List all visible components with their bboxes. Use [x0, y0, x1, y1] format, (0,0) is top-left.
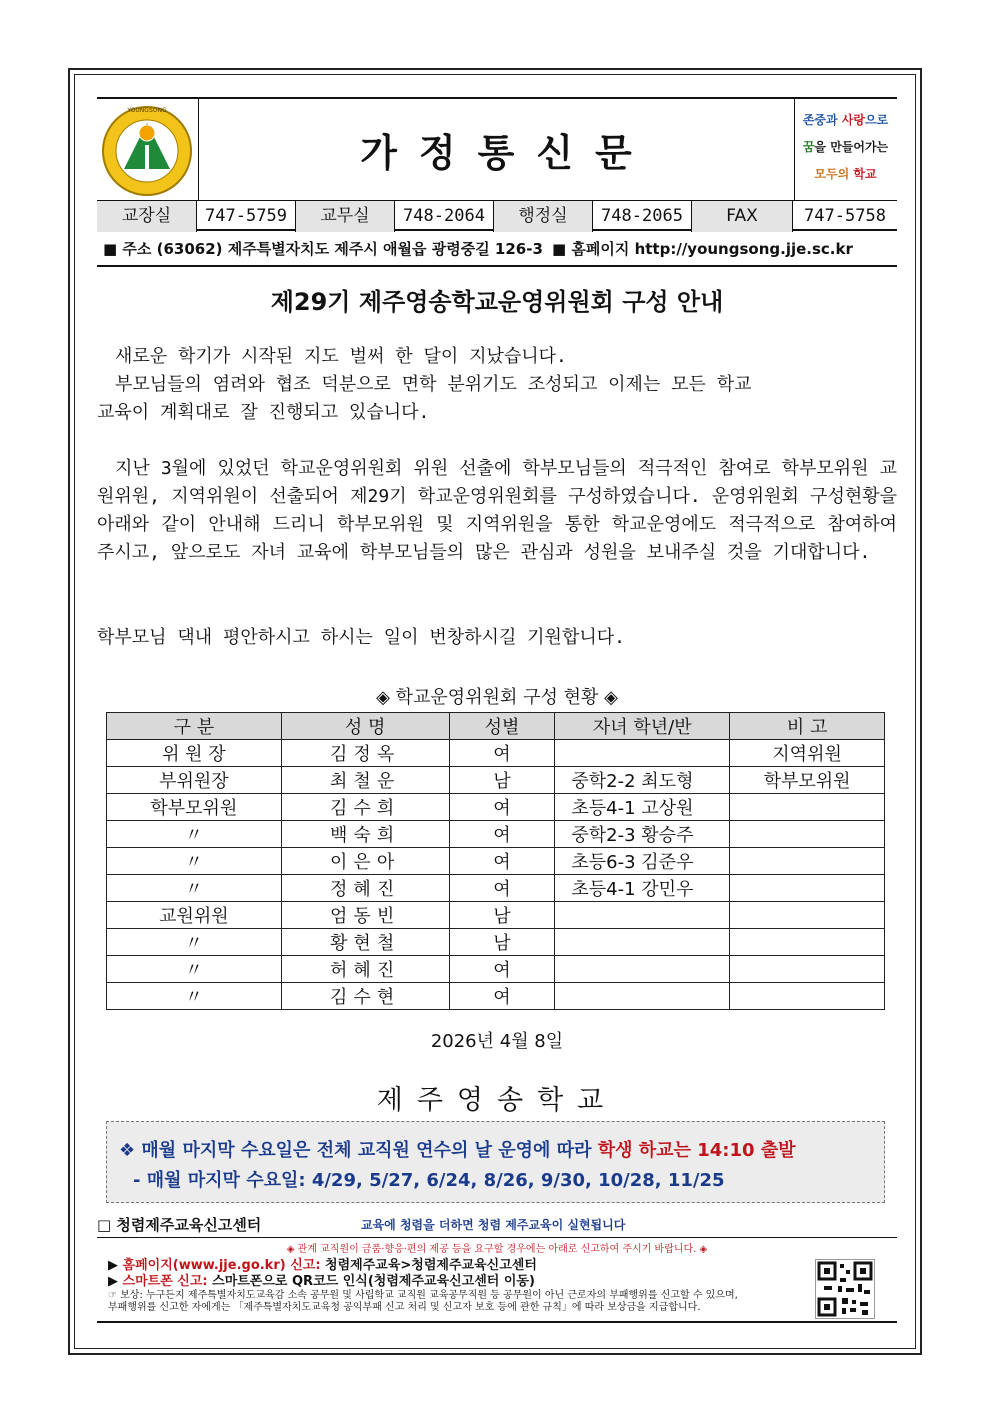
member-name: 김수희: [281, 794, 449, 821]
table-row: [107, 902, 885, 929]
member-name: 이은아: [281, 848, 449, 875]
report-center-slogan: 교육에 청렴을 더하면 청렴 제주교육이 실현됩니다: [361, 1218, 626, 1232]
member-gender: 여: [449, 794, 555, 821]
paragraph-line: 새로운 학기가 시작된 지도 벌써 한 달이 지났습니다.: [115, 346, 567, 367]
homepage-link[interactable]: ■ 홈페이지 http://youngsong.jje.sc.kr: [552, 240, 853, 258]
document-title: 제29기 제주영송학교운영위원회 구성 안내: [270, 288, 724, 316]
column-header: 성 명: [281, 713, 449, 740]
contact-number: 747-5759: [197, 201, 296, 232]
member-child: [555, 902, 730, 929]
school-emblem-icon: [97, 99, 198, 200]
member-name: 허혜진: [281, 956, 449, 983]
letterhead: [97, 97, 897, 231]
column-header: 성별: [449, 713, 555, 740]
reward-text: 부패행위를 신고한 자에게는 「제주특별자치도교육청 공익부패 신고 처리 및 신고자 보호 등에 관한 규칙」에 따라 보상금을 지급합니다.: [108, 1302, 701, 1313]
divider: [97, 1321, 897, 1323]
member-role: 〃: [107, 929, 282, 956]
table-row: [107, 929, 885, 956]
paragraph-3: [97, 624, 897, 652]
paragraph-text: 학부모님 댁내 평안하시고 하시는 일이 번창하시길 기원합니다.: [97, 627, 625, 648]
member-role: 〃: [107, 875, 282, 902]
member-gender: 여: [449, 983, 555, 1010]
divider: [97, 265, 897, 267]
report-methods: ▶ 홈페이지(www.jje.go.kr) 신고: 청렴제주교육>청렴제주교육신고센터 ▶ 스마트폰 신고: 스마트폰으로 QR코드 인식(청렴제주교육신고센터 이동) ☞ 보상: 누구든지 제주특별자치도교육감 소속 공무원 및 사립학교 교직원 교육공무직원 등 공무원이 아닌 근로자의 부패행위를 신고할 수 있으며, 부패행위를 신고한 자에게는 「제주특별자치도교육청 공익부패 신고 처리 및 신고자 보호 등에 관한 규칙」에 따라 보상금을 지급합니다.: [108, 1258, 808, 1314]
motto-text: 학교: [853, 167, 877, 181]
member-gender: 여: [449, 740, 555, 767]
table-row: [107, 821, 885, 848]
table-row: [107, 794, 885, 821]
member-name: 최철운: [281, 767, 449, 794]
motto-text: 모두의: [814, 167, 854, 181]
logo-text: YOUNGSONG: [127, 107, 167, 114]
table-row: [107, 956, 885, 983]
notice-highlight: 학생 하교는 14:10 출발: [597, 1140, 796, 1161]
report-instruction: ◈ 관계 교직원이 금품·향응·편의 제공 등을 요구할 경우에는 아래로 신고하여 주시기 바랍니다. ◈: [286, 1244, 708, 1255]
notice-dates: - 매월 마지막 수요일: 4/29, 5/27, 6/24, 8/26, 9/30, 10/28, 11/25: [133, 1170, 725, 1191]
member-note: [730, 983, 885, 1010]
member-role: 위 원 장: [107, 740, 282, 767]
paragraph-2: [97, 455, 897, 567]
member-name: 김정옥: [281, 740, 449, 767]
report-center-header: [97, 1212, 897, 1236]
member-note: [730, 875, 885, 902]
report-method-text: 청렴제주교육>청렴제주교육신고센터: [320, 1258, 537, 1273]
address-bar: [97, 235, 897, 263]
member-child: 중학2-3 황승주: [555, 821, 730, 848]
paragraph-line: 부모님들의 염려와 협조 덕분으로 면학 분위기도 조성되고 이제는 모든 학교: [115, 374, 752, 395]
motto-text: 존중과: [802, 113, 842, 127]
contact-number: 747-5758: [804, 206, 886, 226]
motto-text: 을 만들어가는: [814, 140, 889, 154]
issue-date: 2026년 4월 8일: [430, 1031, 564, 1052]
member-role: 〃: [107, 956, 282, 983]
member-child: [555, 956, 730, 983]
member-note: 학부모위원: [730, 767, 885, 794]
contact-label: 행정실: [494, 201, 593, 232]
member-name: 엄동빈: [281, 902, 449, 929]
notice-text: ❖ 매월 마지막 수요일은 전체 교직원 연수의 날 운영에 따라: [119, 1140, 598, 1161]
contact-label: FAX: [692, 201, 793, 232]
contact-number: 748-2064: [395, 201, 494, 232]
table-row: [107, 740, 885, 767]
column-header: 구 분: [107, 713, 282, 740]
divider: [97, 1237, 897, 1238]
member-child: [555, 740, 730, 767]
member-note: [730, 794, 885, 821]
member-child: 초등4-1 강민우: [555, 875, 730, 902]
school-logo: [97, 99, 199, 200]
school-motto: [794, 99, 897, 200]
table-title: ◈ 학교운영위원회 구성 현황 ◈: [376, 687, 618, 708]
qr-code-icon[interactable]: [815, 1259, 875, 1319]
contact-row: [97, 200, 897, 232]
member-note: [730, 821, 885, 848]
column-header: 비 고: [730, 713, 885, 740]
member-name: 백숙희: [281, 821, 449, 848]
notice-box: [106, 1121, 885, 1203]
contact-label: 교장실: [97, 201, 197, 232]
member-note: [730, 956, 885, 983]
school-name: 제주영송학교: [376, 1085, 618, 1116]
table-row: [107, 767, 885, 794]
reward-text: ☞ 보상: 누구든지 제주특별자치도교육감 소속 공무원 및 사립학교 교직원 교육공무직원 등 공무원이 아닌 근로자의 부패행위를 신고할 수 있으며,: [108, 1290, 738, 1301]
address: ■ 주소 (63062) 제주특별자치도 제주시 애월읍 광령중길 126-3: [103, 240, 543, 258]
report-center-title: □ 청렴제주교육신고센터: [97, 1216, 262, 1234]
member-child: [555, 929, 730, 956]
newsletter-title: 가정통신문: [360, 130, 654, 175]
table-header-row: [107, 713, 885, 740]
report-method-text: 스마트폰으로 QR코드 인식(청렴제주교육신고센터 이동): [207, 1274, 535, 1289]
member-role: 〃: [107, 983, 282, 1010]
member-child: 초등6-3 김준우: [555, 848, 730, 875]
member-gender: 여: [449, 956, 555, 983]
report-method-label: 스마트폰 신고:: [122, 1274, 208, 1289]
column-header: 자녀 학년/반: [555, 713, 730, 740]
member-role: 〃: [107, 848, 282, 875]
report-method-label[interactable]: 홈페이지(www.jje.go.kr) 신고:: [122, 1258, 321, 1273]
table-row: [107, 875, 885, 902]
member-gender: 여: [449, 875, 555, 902]
member-name: 김수현: [281, 983, 449, 1010]
motto-text: 사랑: [841, 113, 865, 127]
member-role: 부위원장: [107, 767, 282, 794]
contact-label: 교무실: [296, 201, 395, 232]
contact-number: 748-2065: [593, 201, 692, 232]
title-cell: [198, 99, 795, 200]
table-row: [107, 848, 885, 875]
paragraph-1: [97, 343, 897, 427]
member-gender: 남: [449, 767, 555, 794]
member-child: [555, 983, 730, 1010]
member-child: 중학2-2 최도형: [555, 767, 730, 794]
member-gender: 남: [449, 902, 555, 929]
member-child: 초등4-1 고상원: [555, 794, 730, 821]
member-note: [730, 902, 885, 929]
member-gender: 여: [449, 848, 555, 875]
member-note: [730, 929, 885, 956]
member-note: [730, 848, 885, 875]
member-role: 교원위원: [107, 902, 282, 929]
paragraph-text: 지난 3월에 있었던 학교운영위원회 위원 선출에 학부모님들의 적극적인 참여로 학부모위원 교원위원, 지역위원이 선출되어 제29기 학교운영위원회를 구성하였습니다. 운영위원회 구성현황을 아래와 같이 안내해 드리니 학부모위원 및 지역위원을 통한 학교운영에도 적극적으로 참여하여 주시고, 앞으로도 자녀 교육에 학부모님들의 많은 관심과 성원을 보내주실 것을 기대합니다.: [97, 458, 897, 563]
member-role: 학부모위원: [107, 794, 282, 821]
member-gender: 여: [449, 821, 555, 848]
member-note: 지역위원: [730, 740, 885, 767]
table-row: [107, 983, 885, 1010]
member-name: 정혜진: [281, 875, 449, 902]
motto-text: 으로: [864, 113, 889, 127]
member-gender: 남: [449, 929, 555, 956]
motto-text: 꿈: [802, 140, 815, 154]
member-role: 〃: [107, 821, 282, 848]
member-name: 황현철: [281, 929, 449, 956]
paragraph-line: 교육이 계획대로 잘 진행되고 있습니다.: [97, 402, 430, 423]
committee-table: [106, 712, 885, 1010]
